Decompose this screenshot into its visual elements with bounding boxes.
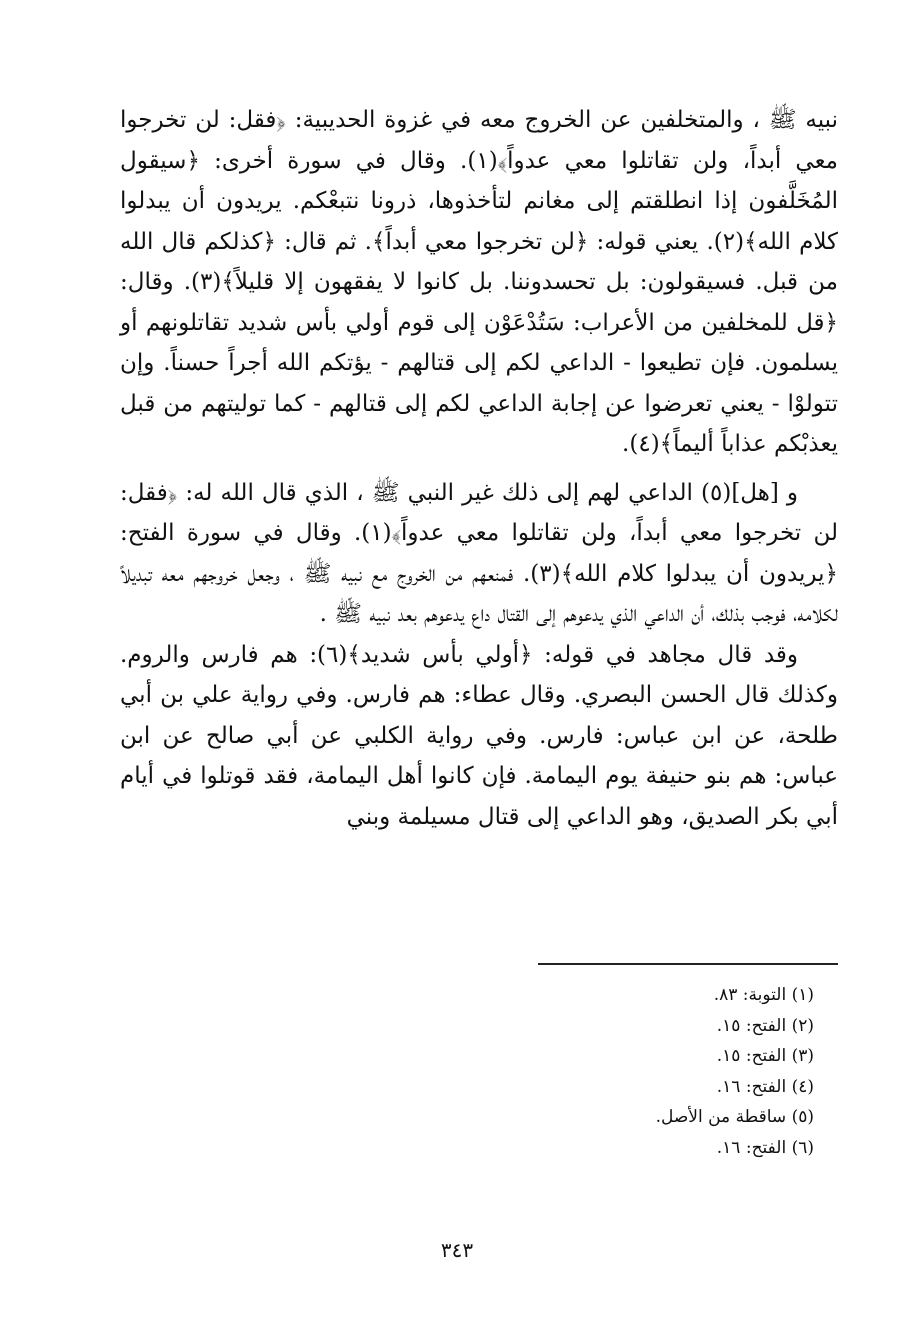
footnote-4: (٤) الفتح: ١٦. xyxy=(716,1076,814,1097)
footnote-6: (٦) الفتح: ١٦. xyxy=(716,1137,814,1158)
page-number: ٣٤٣ xyxy=(440,1238,474,1262)
footnotes xyxy=(394,980,814,1163)
footnote-separator xyxy=(538,963,838,965)
footnote-5: (٥) ساقطة من الأصل. xyxy=(655,1107,814,1127)
paragraph-1: نبيه ﷺ ، والمتخلفين عن الخروج معه في غزوة الحديبية: ﴿فقل: لن تخرجوا معي أبداً، ولن تقاتلوا معي عدواً﴾(١). وقال في سورة أخرى: ﴿سيقول المُخَلَّفون إذا انطلقتم إلى مغانم لتأخذوها، ذرونا نتبعْكم. يريدون أن يبدلوا كلام الله﴾(٢). يعني قوله: ﴿لن تخرجوا معي أبداً﴾. ثم قال: ﴿كذلكم قال الله من قبل. فسيقولون: بل تحسدوننا. بل كانوا لا يفقهون إلا قليلاً﴾(٣). وقال: ﴿قل للمخلفين من الأعراب: سَتُدْعَوْن إلى قوم أولي بأس شديد تقاتلونهم أو يسلمون. فإن تطيعوا - الداعي لكم إلى قتالهم - يؤتكم الله أجراً حسناً. وإن تتولوْا - يعني تعرضوا عن إجابة الداعي لكم إلى قتالهم - كما توليتهم من قبل يعذبْكم عذاباً أليماً﴾(٤). xyxy=(120,107,838,457)
footnote-1: (١) التوبة: ٨٣. xyxy=(713,985,814,1005)
footnote-2: (٢) الفتح: ١٥. xyxy=(716,1015,814,1036)
footnote-3: (٣) الفتح: ١٥. xyxy=(716,1046,814,1066)
paragraph-2: و [هل](٥) الداعي لهم إلى ذلك غير النبي ﷺ ، الذي قال الله له: ﴿فقل: لن تخرجوا معي أبداً، ولن تقاتلوا معي عدواً﴾(١). وقال في سورة الفتح: ﴿يريدون أن يبدلوا كلام الله﴾(٣). فمنعهم من الخروج مع نبيه ﷺ ، وجعل خروجهم معه تبديلاً لكلامه، فوجب بذلك، أن الداعي الذي يدعوهم إلى القتال داع يدعوهم بعد نبيه ﷺ . xyxy=(120,479,838,627)
main-text xyxy=(120,100,838,837)
paragraph-3: وقد قال مجاهد في قوله: ﴿أولي بأس شديد﴾(٦): هم فارس والروم. وكذلك قال الحسن البصري. وقال عطاء: هم فارس. وفي رواية علي بن أبي طلحة، عن ابن عباس: فارس. وفي رواية الكلبي عن أبي صالح عن ابن عباس: هم بنو حنيفة يوم اليمامة. فإن كانوا أهل اليمامة، فقد قوتلوا في أيام أبي بكر الصديق، وهو الداعي إلى قتال مسيلمة وبني xyxy=(120,641,838,830)
